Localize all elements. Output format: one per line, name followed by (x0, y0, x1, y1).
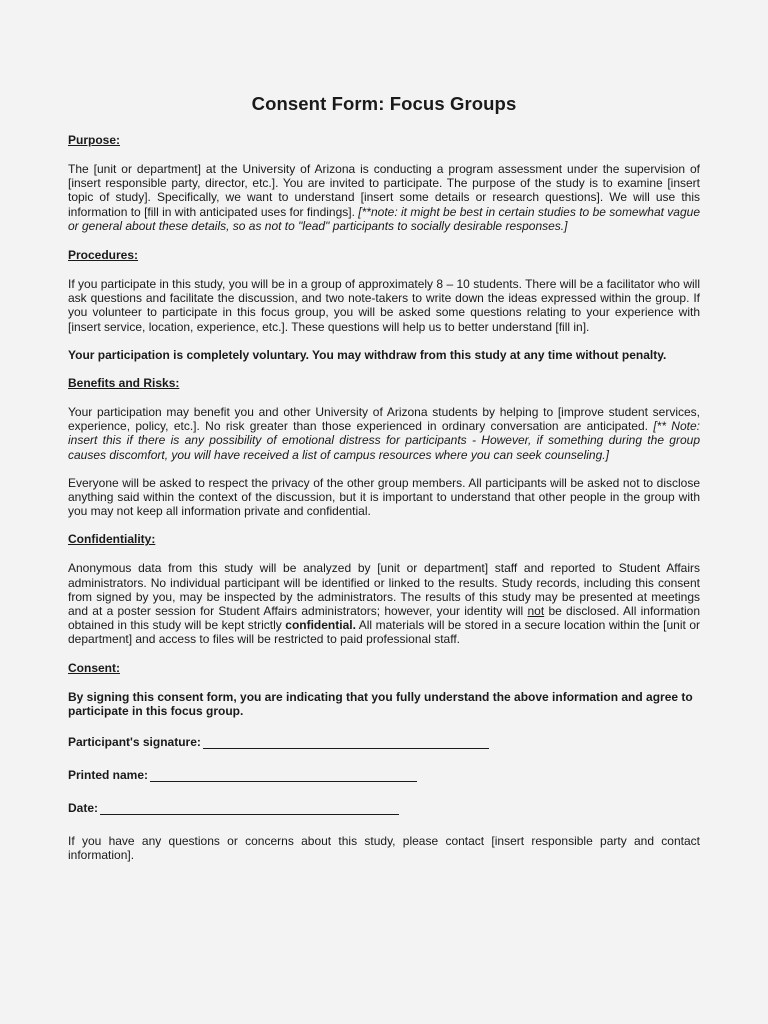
page-title: Consent Form: Focus Groups (251, 93, 517, 114)
date-label: Date: (68, 801, 99, 816)
procedures-paragraph: If you participate in this study, you will be in a group of approximately 8 – 10 students. There will be a facilitator who will ask questions and facilitate the discussion, and two note-takers to write down the ideas expressed within the group. If you volunteer to participate in this focus group, you will be asked some questions relating to your experience with [insert service, location, experience, etc.]. These questions will help us to better understand [fill in]. (68, 277, 700, 334)
confidentiality-text-c: All materials will be stored in a secure location within the [unit or department] and access to files will be restricted to paid professional staff. (68, 618, 700, 647)
date-field[interactable] (100, 803, 399, 815)
purpose-paragraph (68, 162, 700, 233)
purpose-heading: Purpose: (68, 133, 121, 147)
consent-heading: Consent: (68, 660, 120, 675)
printed-name-field[interactable] (150, 770, 417, 782)
benefits-paragraph (68, 405, 700, 462)
printed-name-line (68, 768, 700, 782)
not-word: not (527, 604, 545, 619)
confidentiality-heading: Confidentiality: (68, 532, 156, 547)
contact-paragraph: If you have any questions or concerns about this study, please contact [insert responsible party and contact information]. (68, 834, 700, 863)
purpose-text: The [unit or department] at the University of Arizona is conducting a program assessment under the supervision of [insert responsible party, director, etc.]. You are invited to participate. The purpose of the study is to examine [insert topic of study]. Specifically, we want to understand [insert some details or research questions]. We will use this information to [fill in with anticipated uses for findings]. (68, 162, 700, 219)
voluntary-statement: Your participation is completely voluntary. You may withdraw from this study at any time without penalty. (68, 347, 667, 362)
purpose-note: [**note: it might be best in certain studies to be somewhat vague or general about these details, so as not to "lead" participants to socially desirable responses.] (68, 204, 700, 233)
confidentiality-paragraph (68, 561, 700, 646)
procedures-heading: Procedures: (68, 248, 139, 263)
signature-label: Participant's signature: (68, 735, 201, 750)
signature-field[interactable] (203, 737, 489, 749)
confidential-word: confidential. (285, 618, 356, 633)
signature-line (68, 735, 700, 749)
consent-statement: By signing this consent form, you are indicating that you fully understand the above information and agree to participate in this focus group. (68, 689, 693, 718)
date-line (68, 801, 700, 815)
privacy-paragraph: Everyone will be asked to respect the privacy of the other group members. All participants will be asked not to disclose anything said within the context of the discussion, but it is important to understand that other people in the group with you may not keep all information private and confidential. (68, 475, 700, 519)
benefits-text: Your participation may benefit you and other University of Arizona students by helping to [improve student services, experience, policy, etc.]. No risk greater than those experienced in ordinary conversation are anticipated. (68, 405, 700, 434)
confidentiality-text-b: be disclosed. All information obtained in this study will be kept strictly (68, 604, 700, 633)
benefits-note: [** Note: insert this if there is any possibility of emotional distress for participants - However, if something during the group causes discomfort, you will have received a list of campus resources where you can seek counseling.] (68, 419, 700, 462)
benefits-heading: Benefits and Risks: (68, 376, 180, 391)
printed-name-label: Printed name: (68, 768, 149, 783)
confidentiality-text-a: Anonymous data from this study will be analyzed by [unit or department] staff and reported to Student Affairs administrators. No individual participant will be identified or linked to the results. Study records, including this consent from signed by you, may be inspected by the administrators. The results of this study may be presented at meetings and at a poster session for Student Affairs administrators; however, your identity will (68, 561, 700, 619)
